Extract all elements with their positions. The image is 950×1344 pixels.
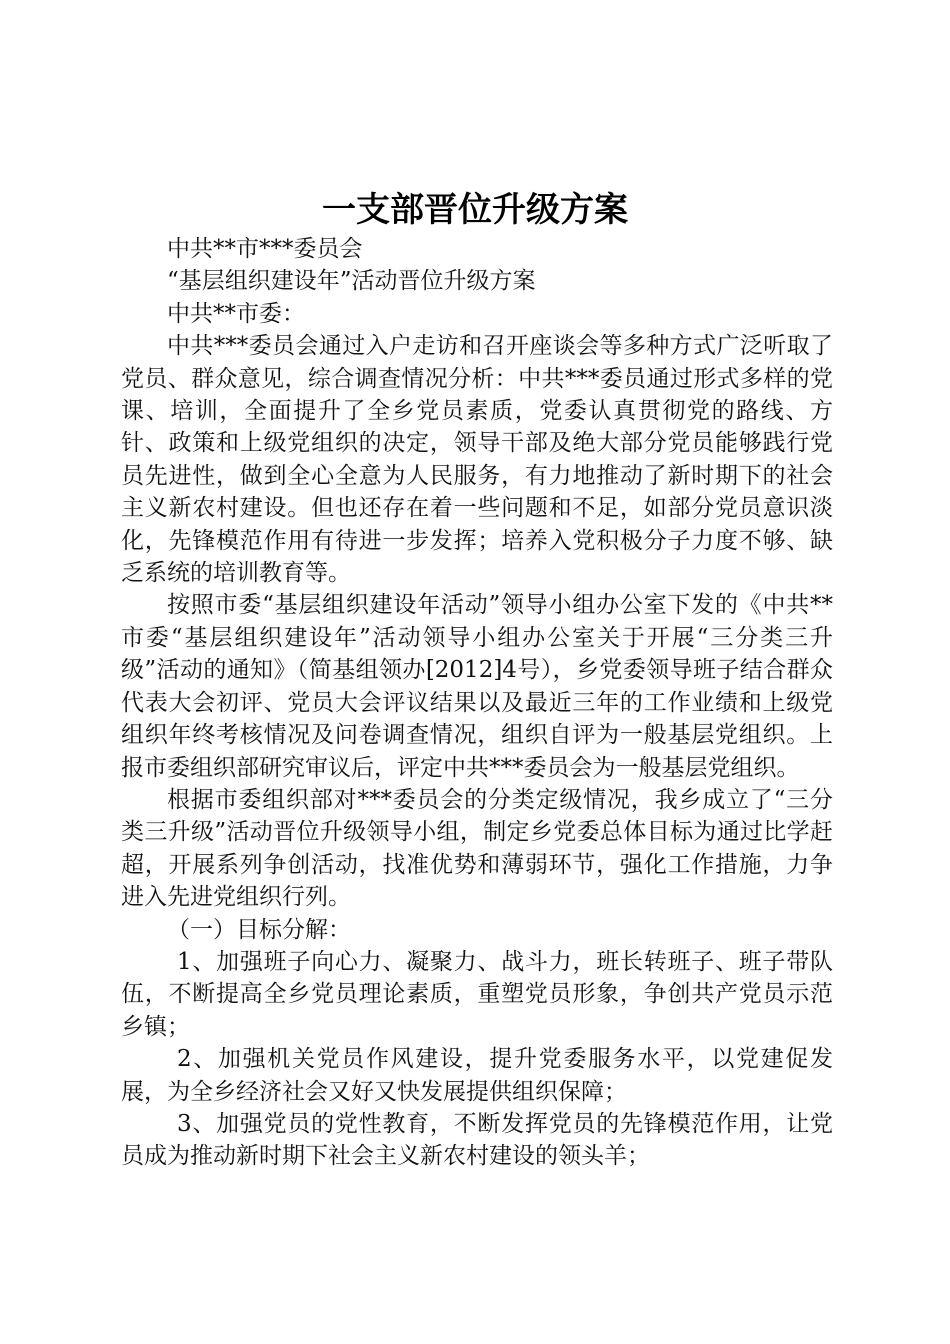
heading-line-plan-name: “基层组织建设年”活动晋位升级方案 xyxy=(167,268,536,295)
document-body xyxy=(121,233,833,1173)
document-title: 一支部晋位升级方案 xyxy=(322,190,628,230)
goal-item-1: 1、加强班子向心力、凝聚力、战斗力，班长转班子、班子带队伍，不断提高全乡党员理论素质，重塑党员形象，争创共产党员示范乡镇； xyxy=(121,948,833,1040)
heading-line-recipient: 中共**市委： xyxy=(167,300,305,327)
section-heading-goal-breakdown: （一）目标分解： xyxy=(167,916,351,943)
goal-item-2: 2、加强机关党员作风建设，提升党委服务水平，以党建促发展，为全乡经济社会又好又快发展提供组织保障； xyxy=(121,1046,833,1105)
goal-item-3: 3、加强党员的党性教育，不断发挥党员的先锋模范作用，让党员成为推动新时期下社会主义新农村建设的领头羊； xyxy=(121,1110,833,1170)
paragraph-evaluation: 按照市委“基层组织建设年活动”领导小组办公室下发的《中共**市委“基层组织建设年”活动领导小组办公室关于开展“三分类三升级”活动的通知》（简基组领办[2012]4号），乡党委领导班子结合群众代表大会初评、党员大会评议结果以及最近三年的工作业绩和上级党组织年终考核情况及问卷调查情况，组织自评为一般基层党组织。上报市委组织部研究审议后，评定中共***委员会为一般基层党组织。 xyxy=(121,592,833,781)
paragraph-investigation: 中共***委员会通过入户走访和召开座谈会等多种方式广泛听取了党员、群众意见，综合调查情况分析：中共***委员通过形式多样的党课、培训，全面提升了全乡党员素质，党委认真贯彻党的路线、方针、政策和上级党组织的决定，领导干部及绝大部分党员能够践行党员先进性，做到全心全意为人民服务，有力地推动了新时期下的社会主义新农村建设。但也还存在着一些问题和不足，如部分党员意识淡化，先锋模范作用有待进一步发挥；培养入党积极分子力度不够、缺乏系统的培训教育等。 xyxy=(121,333,833,587)
paragraph-overall-goal: 根据市委组织部对***委员会的分类定级情况，我乡成立了“三分类三升级”活动晋位升级领导小组，制定乡党委总体目标为通过比学赶超，开展系列争创活动，找准优势和薄弱环节，强化工作措施，力争进入先进党组织行列。 xyxy=(121,786,833,911)
heading-line-organization: 中共**市***委员会 xyxy=(167,236,363,262)
